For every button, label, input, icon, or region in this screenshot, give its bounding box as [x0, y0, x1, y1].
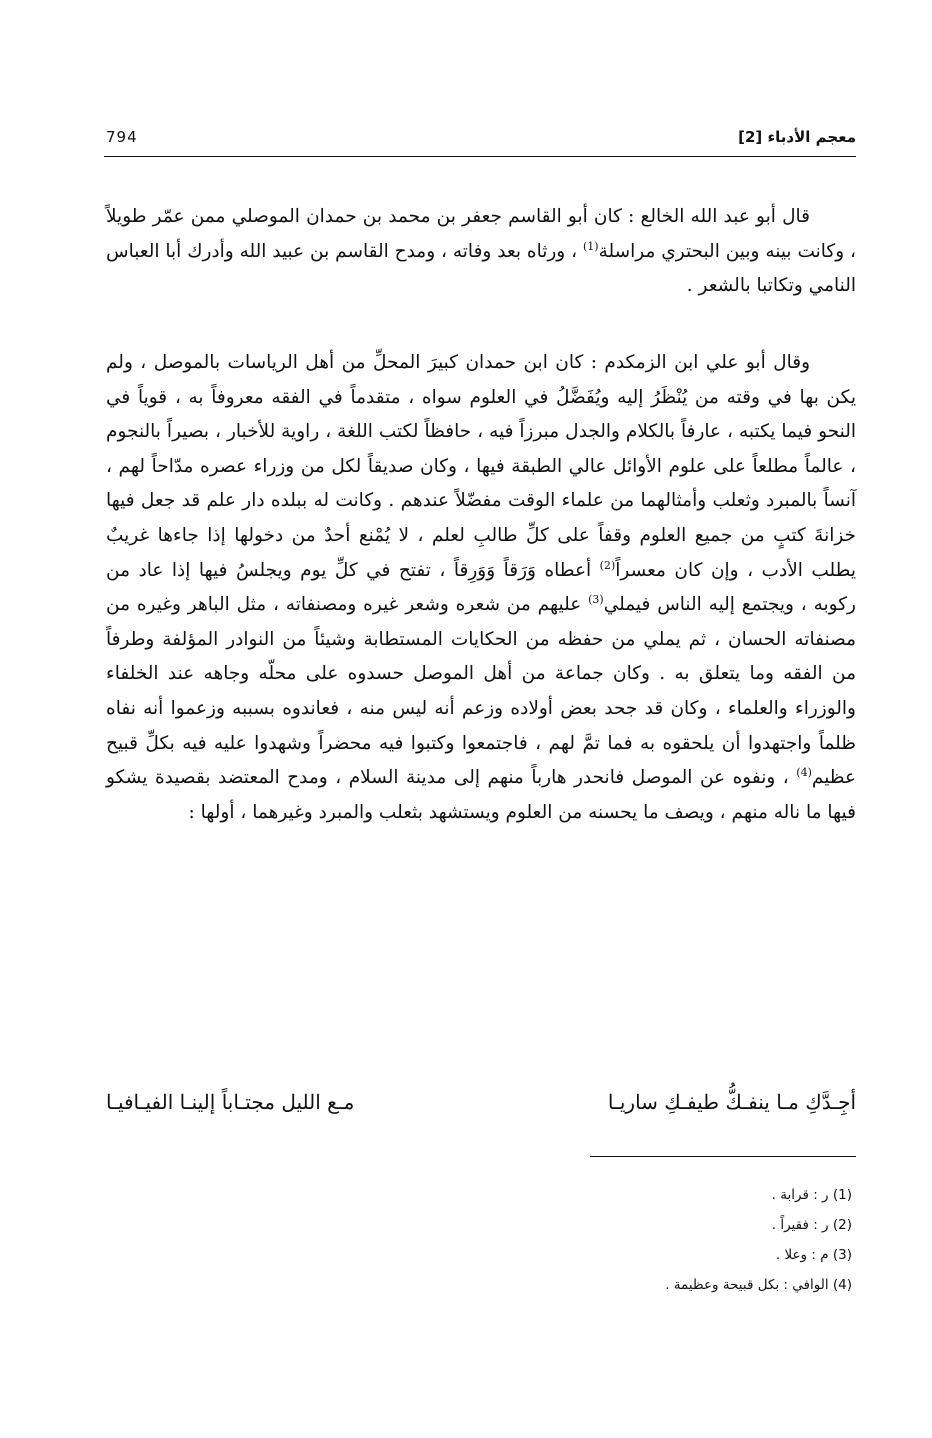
footnote-ref-3: (3) [588, 593, 604, 606]
paragraph-text: عليهم من شعره وشعر غيره ومصنفاته ، مثل الباهر وغيره من مصنفاته الحسان ، ثم يملي من حفظه من الحكايات المستطابة وشيئاً من النوادر المؤلفة وطرفاً من الفقه وما يتعلق به . وكان جماعة من أهل الموصل حسدوه على محلّه وجاهه عند الخلفاء والوزراء والعلماء ، وكان قد جحد بعض أولاده وزعم أنه ليس منه ، فعاندوه بسببه وزعموا أنه نفاه ظلماً واجتهدوا أن يلحقوه به فما تمَّ لهم ، فاجتمعوا وكتبوا فيه محضراً وشهدوا عليه فيه بكلِّ قبيح عظيم [106, 594, 856, 789]
paragraph-text: أعطاه وَرَقاً وَوَرِقاً ، تفتح في كلِّ يوم ويجلسُ فيها إذا عاد من ركوبه ، ويجتمع إليه الناس فيملي [106, 559, 856, 616]
book-title: معجم الأدباء [2] [738, 128, 856, 146]
footnotes [452, 1180, 852, 1300]
running-header [106, 126, 856, 156]
footnote-ref-2: (2) [599, 558, 616, 572]
paragraph-khali [106, 200, 856, 304]
footnote-item: (1) ر : قرابة . [771, 1187, 852, 1203]
footnote-item: (3) م : وعلا . [775, 1247, 852, 1263]
footnote-ref-1: (1) [582, 239, 599, 253]
footnote-item: (2) ر : فقيراً . [771, 1217, 852, 1233]
header-divider [104, 156, 856, 157]
footnote-divider [590, 1156, 856, 1157]
paragraph-text: وقال أبو علي ابن الزمكدم : كان ابن حمدان كبيرَ المحلِّ من أهل الرياسات بالموصل ، ولم يكن بها في وقته من يُنْظَرُ إليه ويُفَضَّلُ في العلوم سواه ، متقدماً في الفقه معروفاً به ، قوياً في النحو فيما يكتبه ، عارفاً بالكلام والجدل مبرزاً فيه ، حافظاً لكتب اللغة ، راوية للأخبار ، بصيراً بالنجوم ، عالماً مطلعاً على علوم الأوائل عالي الطبقة فيها ، وكان صديقاً لكل من وزراء عصره مدّاحاً لهم ، آنساً بالمبرد وثعلب وأمثالهما من علماء الوقت مفضّلاً عندهم . وكانت له ببلده دار علم قد جعل فيها خزانةَ كتبٍ من جميع العلوم وقفاً على كلِّ طالبِ لعلم ، لا يُمْنع أحدٌ من دخولها إذا جاءها غريبٌ يطلب الأدب ، وإن كان معسراً [106, 352, 856, 581]
poem-verse [106, 1082, 856, 1126]
verse-first-hemistich: أجِـدَّكِ مـا ينفـكُّ طيفـكِ ساريـا [607, 1090, 856, 1114]
footnote-item: (4) الوافي : بكل قبيحة وعظيمة . [665, 1277, 852, 1293]
verse-second-hemistich: مـع الليل مجتـاباً إلينـا الفيـافيـا [106, 1090, 355, 1114]
paragraph-text: ، ونفوه عن الموصل فانحدر هارباً منهم إلى مدينة السلام ، ومدح المعتضد بقصيدة يشكو فيها ما ناله منهم ، ويصف ما يحسنه من العلوم ويستشهد بثعلب والمبرد وغيرهما ، أولها : [106, 767, 856, 823]
footnote-ref-4: (4) [796, 765, 812, 779]
paragraph-text: قال أبو عبد الله الخالع : كان أبو القاسم جعفر بن محمد بن حمدان الموصلي ممن عمّر طويلاً ، وكانت بينه وبين البحتري مراسلة [106, 206, 856, 262]
paragraph-zamakdam [106, 346, 856, 830]
paragraph-text: ، ورثاه بعد وفاته ، ومدح القاسم بن عبيد الله وأدرك أبا العباس النامي وتكاتبا بالشعر . [106, 240, 856, 297]
page-number: 794 [106, 128, 138, 146]
